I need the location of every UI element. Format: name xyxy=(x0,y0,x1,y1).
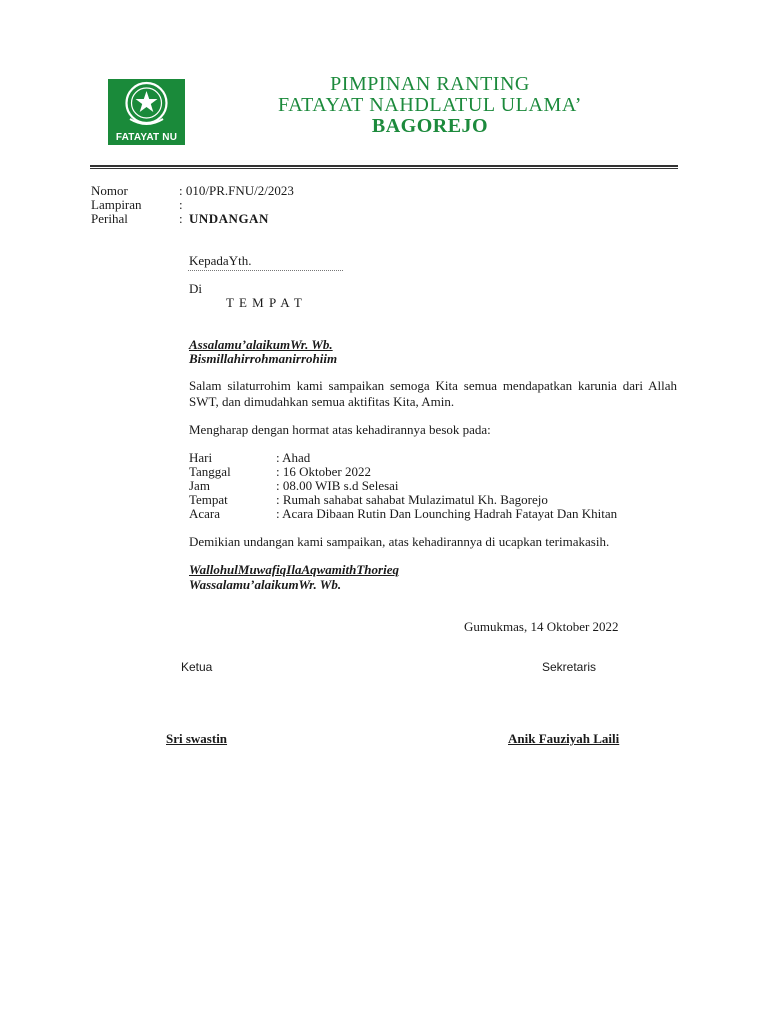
header-line-3: BAGOREJO xyxy=(371,115,489,137)
perihal-colon: : xyxy=(179,211,183,226)
header-line-2: FATAYAT NAHDLATUL ULAMA’ xyxy=(278,94,582,116)
detail-label-acara: Acara xyxy=(189,506,221,521)
paragraph-demikian: Demikian undangan kami sampaikan, atas kehadirannya di ucapkan terimakasih. xyxy=(189,534,610,549)
kepada-yth: KepadaYth. xyxy=(189,253,252,268)
sekretaris-title: Sekretaris xyxy=(542,660,597,674)
closing-wallohul: WallohulMuwafiqIlaAqwamithThorieq xyxy=(189,562,399,577)
detail-value-hari: : Ahad xyxy=(276,450,311,465)
detail-value-acara: : Acara Dibaan Rutin Dan Lounching Hadrah Fatayat Dan Khitan xyxy=(276,506,618,521)
detail-label-tempat: Tempat xyxy=(189,492,228,507)
logo-text: FATAYAT NU xyxy=(115,132,178,143)
nomor-value: : 010/PR.FNU/2/2023 xyxy=(179,183,294,198)
header-line-1: PIMPINAN RANTING xyxy=(330,73,530,95)
detail-label-jam: Jam xyxy=(189,478,210,493)
recipient-dotted-line xyxy=(188,270,343,271)
salam-opening: Assalamu’alaikumWr. Wb. xyxy=(189,337,333,352)
lampiran-value: : xyxy=(179,197,183,212)
paragraph-silaturrohim: Salam silaturrohim kami sampaikan semoga Kita semua mendapatkan karunia dari Allah SWT, dan dimudahkan semua aktifitas Kita, Amin. xyxy=(189,378,677,409)
paragraph-mengharap: Mengharap dengan hormat atas kehadirannya besok pada: xyxy=(189,422,491,437)
detail-label-hari: Hari xyxy=(189,450,213,465)
header-divider-thick xyxy=(90,165,678,167)
perihal-label: Perihal xyxy=(91,211,128,226)
header-divider-thin xyxy=(90,168,678,169)
detail-value-tempat: : Rumah sahabat sahabat Mulazimatul Kh. Bagorejo xyxy=(276,492,548,507)
ketua-name: Sri swastin xyxy=(166,731,228,746)
lampiran-label: Lampiran xyxy=(91,197,142,212)
detail-label-tanggal: Tanggal xyxy=(189,464,231,479)
closing-wassalam: Wassalamu’alaikumWr. Wb. xyxy=(189,577,342,592)
tempat-label: T E M P A T xyxy=(226,295,303,310)
bismillah: Bismillahirrohmanirrohiim xyxy=(189,351,338,366)
ketua-title: Ketua xyxy=(181,660,213,674)
detail-value-tanggal: : 16 Oktober 2022 xyxy=(276,464,371,479)
place-date: Gumukmas, 14 Oktober 2022 xyxy=(464,619,619,634)
detail-value-jam: : 08.00 WIB s.d Selesai xyxy=(276,478,399,493)
perihal-value: UNDANGAN xyxy=(189,211,269,226)
sekretaris-name: Anik Fauziyah Laili xyxy=(508,731,620,746)
fatayat-nu-logo xyxy=(108,79,185,145)
nomor-label: Nomor xyxy=(91,183,128,198)
di-label: Di xyxy=(189,281,202,296)
